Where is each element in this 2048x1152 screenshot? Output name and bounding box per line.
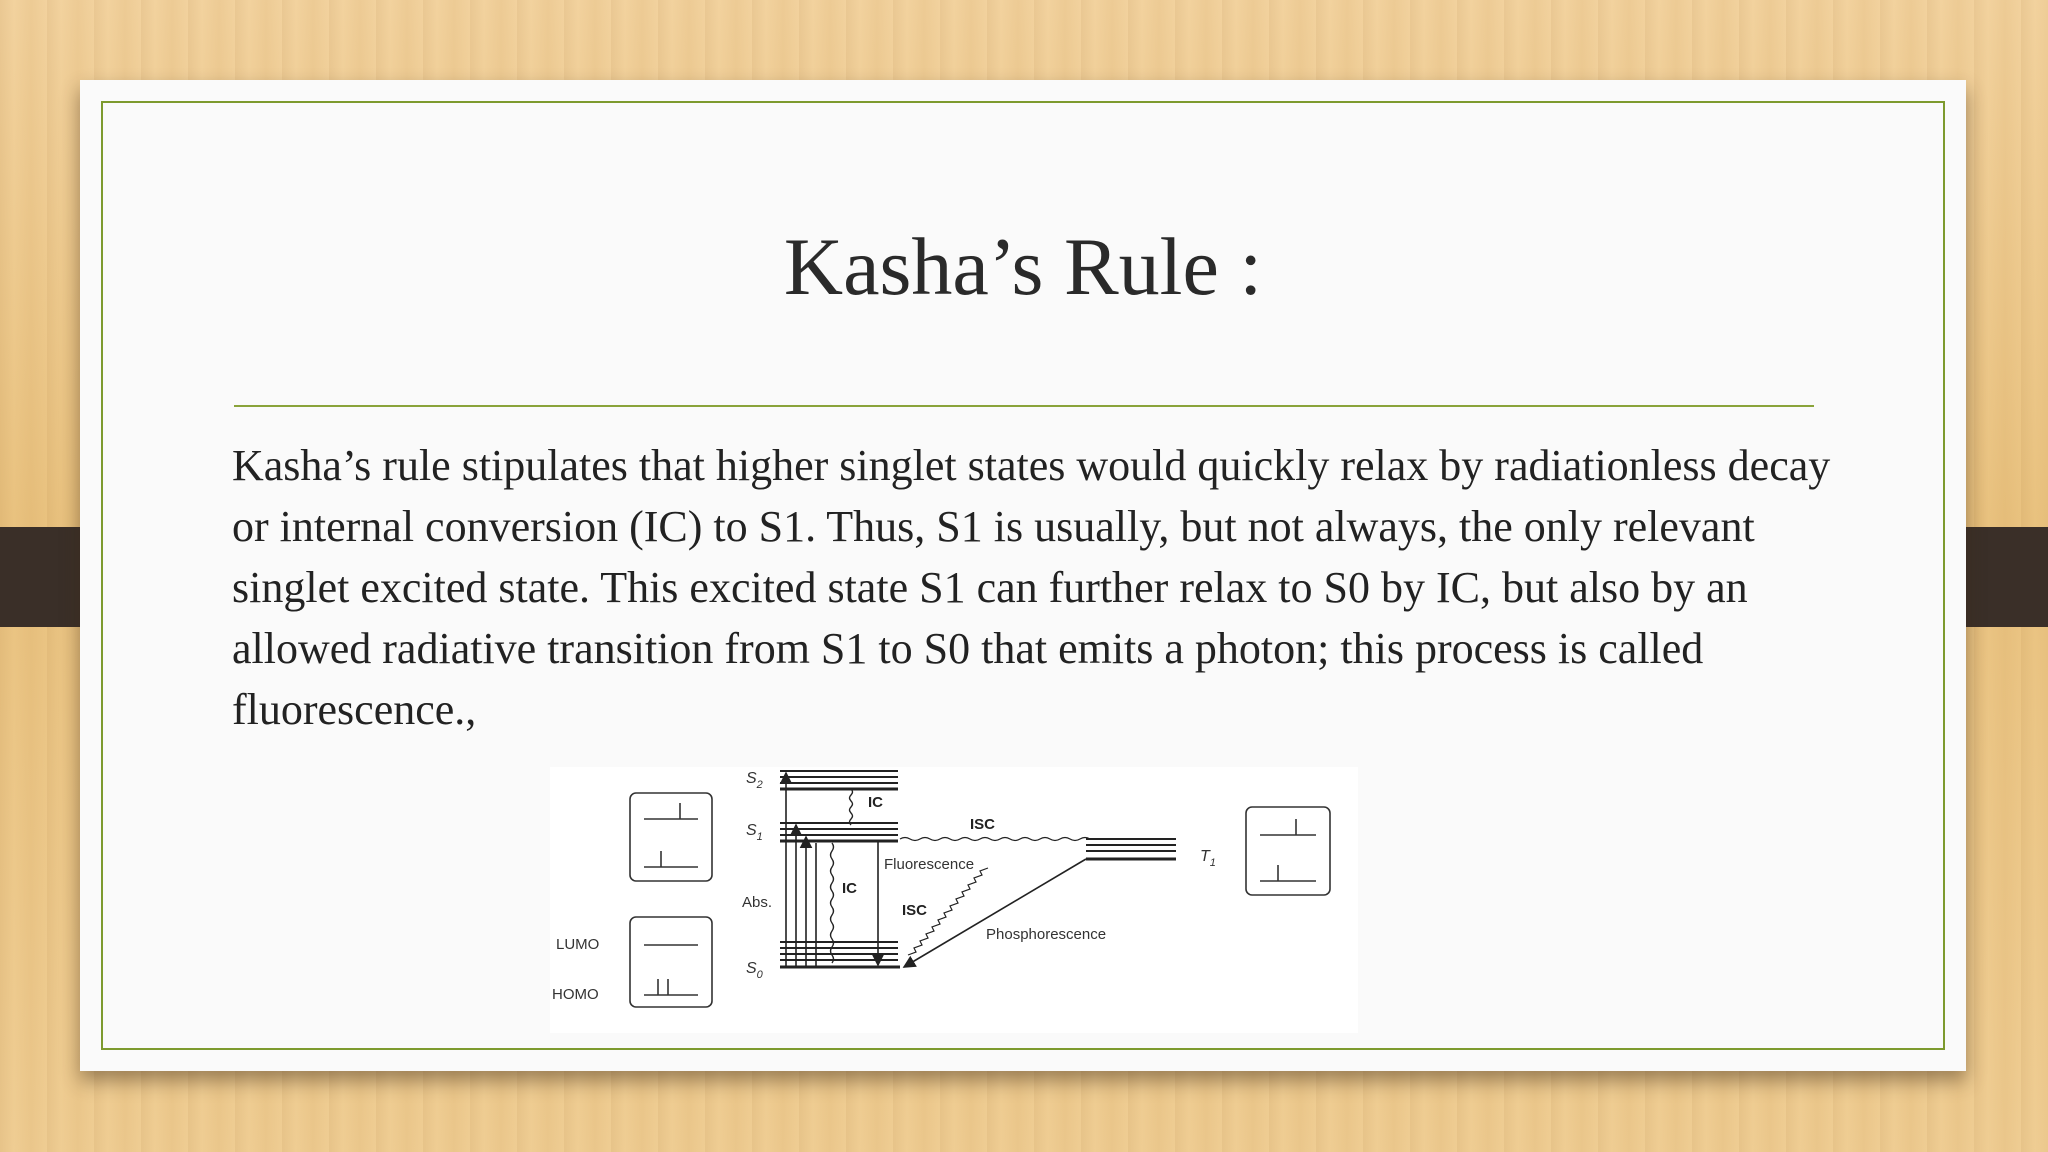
excited-orbital-box [630, 793, 712, 881]
s2-label: $S_2$ [746, 770, 763, 791]
s2-levels [780, 771, 898, 789]
s1-levels [780, 823, 898, 841]
ic-wavy-s2-s1 [850, 789, 853, 825]
s0-label: $S_0$ [746, 960, 763, 981]
t1-levels [1086, 839, 1176, 859]
slide [80, 80, 1966, 1071]
fluorescence-label: Fluorescence [884, 856, 975, 873]
jablonski-diagram [550, 767, 1358, 1033]
phosphorescence-label: Phosphorescence [986, 926, 1107, 943]
s0-levels [780, 942, 900, 967]
absorption-arrows [786, 773, 816, 967]
t1-label: $T_1$ [1200, 848, 1216, 869]
s1-label: $S_1$ [746, 822, 763, 843]
isc-bottom-label: ISC [902, 902, 928, 919]
phosphorescence-arrow [904, 859, 1086, 967]
title-divider [234, 405, 1814, 407]
abs-label: Abs. [742, 894, 773, 911]
slide-title: Kasha’s Rule : [783, 221, 1263, 312]
ic-mid-label: IC [842, 880, 857, 897]
isc-wavy-s1-t1 [900, 838, 1090, 841]
ground-orbital-box [630, 917, 712, 1007]
slide-body-text: Kasha’s rule stipulates that higher singlet states would quickly relax by radiationless decay or internal conversion (IC) to S1. Thus, S1 is usually, but not always, the only relevant singlet excited state. This excited state S1 can further relax to S0 by IC, but also by an allowed radiative transition from S1 to S0 that emits a photon; this process is called fluorescence., [232, 441, 1831, 734]
triplet-orbital-box [1246, 807, 1330, 895]
ic-top-label: IC [868, 794, 883, 811]
lumo-label: LUMO [556, 936, 600, 953]
homo-label: HOMO [552, 986, 599, 1003]
isc-top-label: ISC [970, 816, 996, 833]
ic-wavy-s1-s0 [831, 843, 834, 963]
